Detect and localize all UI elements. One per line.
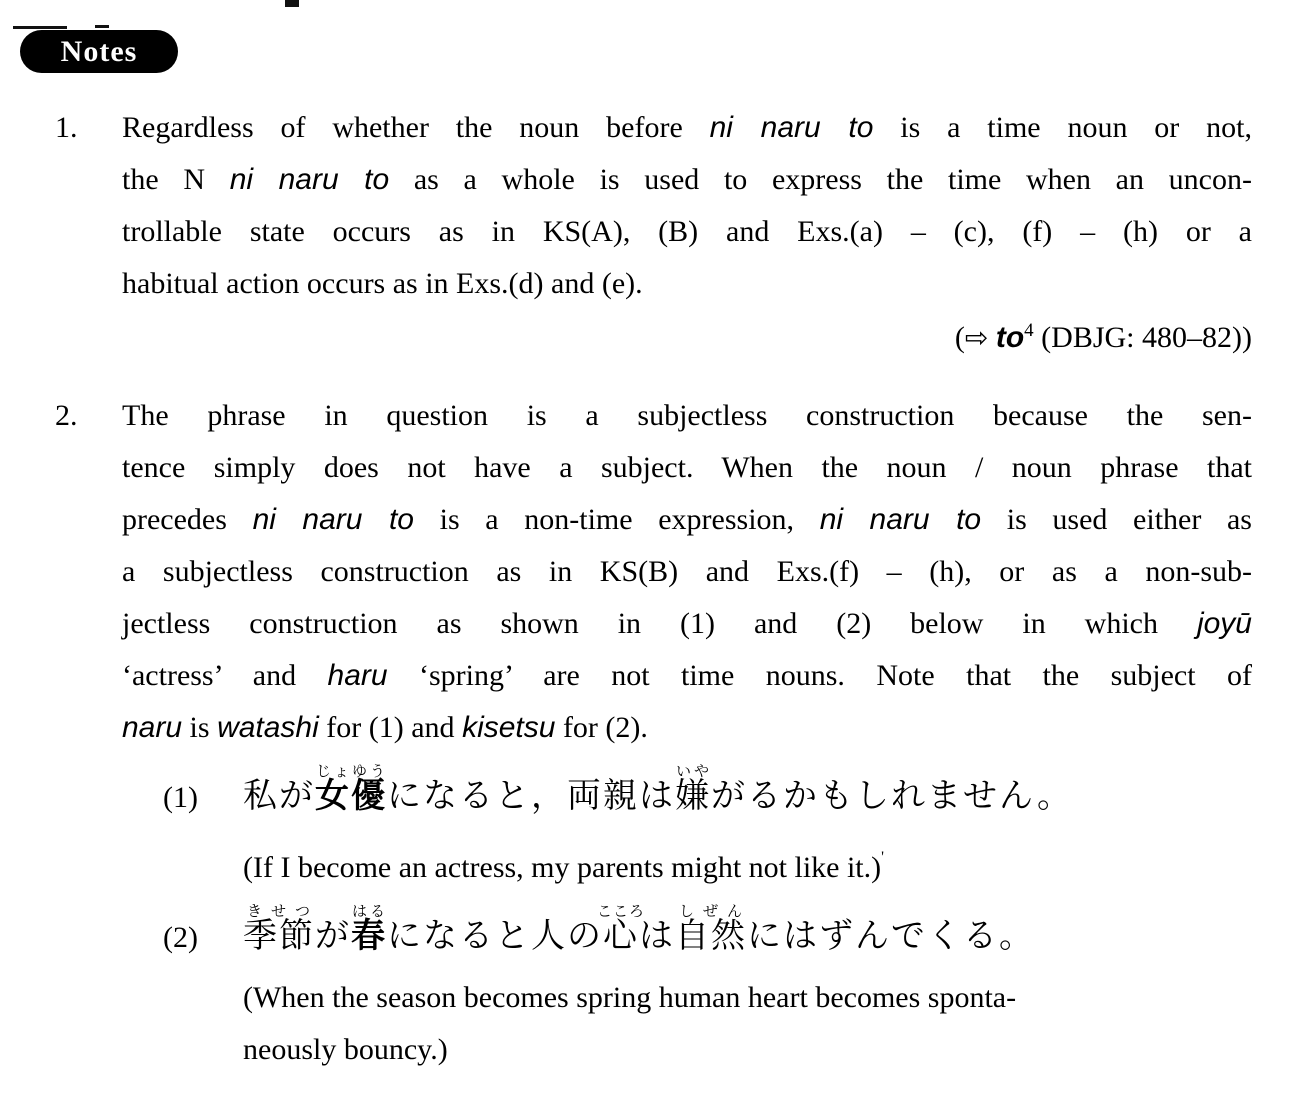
note-line: jectless construction as shown in (1) and (2) below in which joyū (122, 607, 1252, 640)
notes-badge (20, 30, 178, 73)
note-2 (0, 390, 1295, 754)
example-sentence-row (0, 902, 1295, 972)
note-line: habitual action occurs as in Exs.(d) and (e). (122, 267, 643, 300)
scan-artifact-dash (95, 25, 109, 28)
page-content (0, 72, 1295, 1076)
note-line: trollable state occurs as in KS(A), (B) and Exs.(a) – (c), (f) – (h) or a (122, 215, 1252, 248)
note-line: tence simply does not have a subject. When the noun / noun phrase that (122, 451, 1252, 484)
note-line: the N ni naru to as a whole is used to express the time when an uncon- (122, 163, 1252, 196)
note-body (122, 390, 1252, 754)
example-translation-row (0, 1024, 1295, 1076)
scan-artifact-dot (285, 0, 299, 7)
note-1 (0, 102, 1295, 364)
note-line: precedes ni naru to is a non-time expression, ni naru to is used either as (122, 503, 1252, 536)
note-line: ‘actress’ and haru ‘spring’ are not time nouns. Note that the subject of (122, 659, 1252, 692)
note-number: 2. (55, 399, 78, 432)
note-number: 1. (55, 111, 78, 144)
english-translation: (If I become an actress, my parents might not like it.)' (243, 849, 885, 884)
example-translation-row (0, 972, 1295, 1024)
japanese-sentence: 季節きせつが春はるになると人の心こころは自然しぜんにはずんでくる。 (243, 904, 1035, 955)
note-line: Regardless of whether the noun before ni naru to is a time noun or not, (122, 111, 1252, 144)
example-number: (2) (163, 921, 198, 954)
note-line: naru is watashi for (1) and kisetsu for (2). (122, 711, 648, 744)
example-1 (0, 762, 1295, 894)
example-2 (0, 902, 1295, 1076)
note-line: a subjectless construction as in KS(B) and Exs.(f) – (h), or as a non-sub- (122, 555, 1252, 588)
note-line: The phrase in question is a subjectless construction because the sen- (122, 399, 1252, 432)
example-translation-row (0, 832, 1295, 894)
examples-section (0, 762, 1295, 1076)
english-translation: neously bouncy.) (243, 1033, 448, 1066)
scan-artifact-line (13, 26, 67, 29)
example-number: (1) (163, 781, 198, 814)
japanese-sentence: 私が女優じょゆうになると，両親は嫌いやがるかもしれません。 (243, 764, 1074, 815)
notes-badge-label: Notes (60, 34, 138, 68)
note-body (122, 102, 1252, 364)
example-sentence-row (0, 762, 1295, 832)
english-translation: (When the season becomes spring human heart becomes sponta- (243, 981, 1017, 1014)
cross-reference: (⇨ $to^4$ (DBJG: 480–82)) (954, 320, 1252, 354)
